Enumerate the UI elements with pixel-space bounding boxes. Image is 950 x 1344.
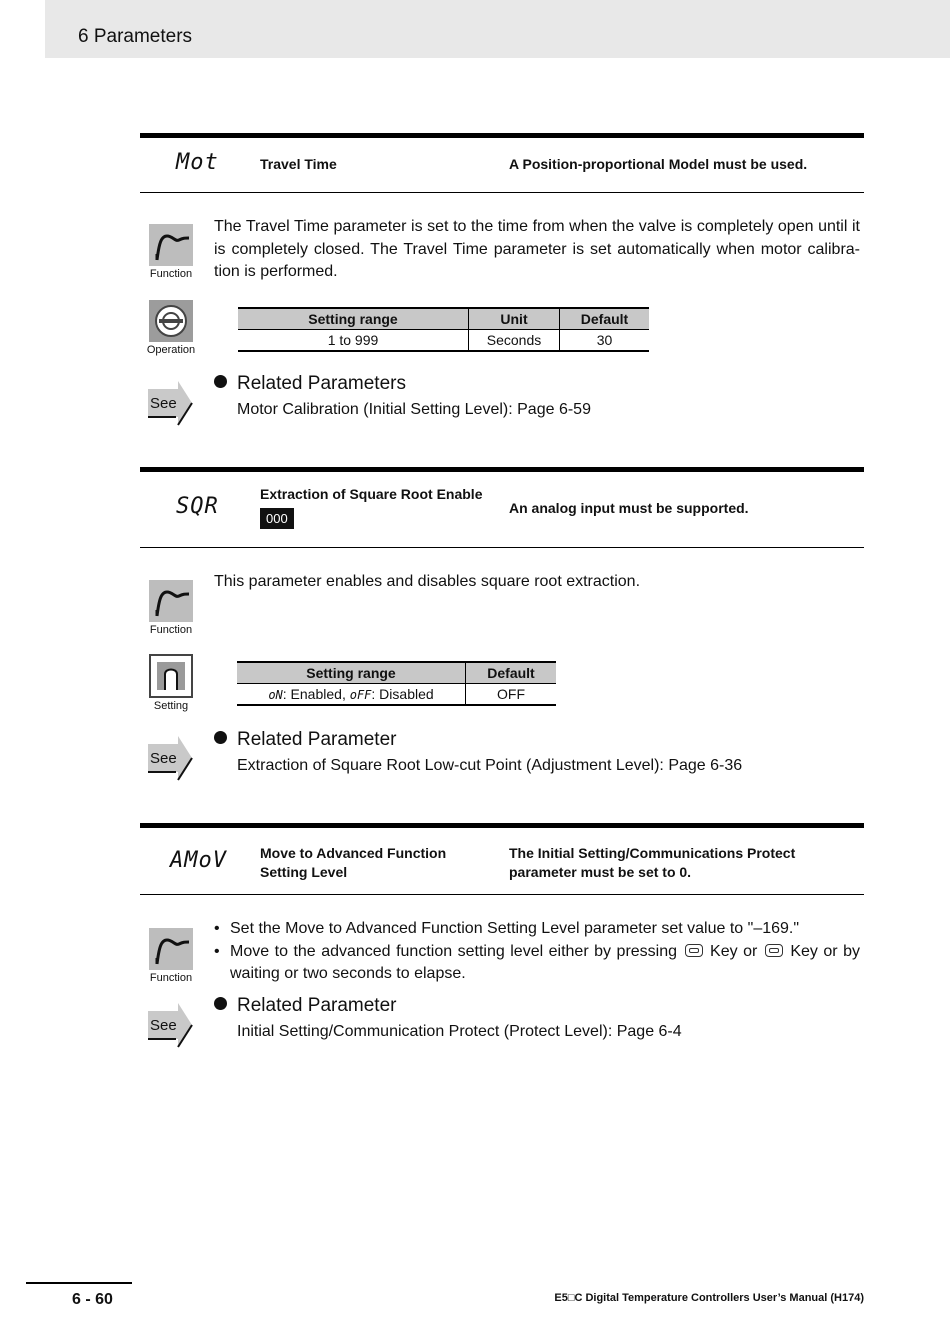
param-name: Travel Time	[260, 156, 337, 172]
setting-icon	[146, 654, 196, 712]
param-condition: An analog input must be supported.	[509, 500, 749, 516]
related-heading	[214, 995, 396, 1017]
param-condition-line1: The Initial Setting/Communications Protect	[509, 845, 796, 861]
table-cell: Seconds	[469, 330, 560, 352]
list-item: • Set the Move to Advanced Function Setting Level parameter set value to "–169."	[214, 918, 860, 941]
see-label: See	[150, 750, 177, 767]
function-label: Function	[149, 624, 193, 636]
related-heading	[214, 729, 396, 751]
table-cell: 1 to 999	[327, 332, 379, 348]
related-text: Motor Calibration (Initial Setting Level): Page 6-59	[237, 401, 591, 418]
param-condition-line2: parameter must be set to 0.	[509, 864, 692, 880]
bullet-dot	[214, 997, 227, 1010]
footer-divider	[26, 1282, 132, 1284]
manual-title: E5□C Digital Temperature Controllers User’s Manual (H174)	[554, 1292, 864, 1304]
related-heading-text: Related Parameters	[237, 373, 406, 394]
param-badge: 000	[260, 508, 294, 529]
param-travel-time	[140, 133, 864, 193]
param-name-block	[260, 485, 482, 529]
related-heading-text: Related Parameter	[237, 729, 397, 750]
bullet-dot	[214, 375, 227, 388]
bullet-dot	[214, 731, 227, 744]
table-row	[237, 684, 556, 706]
chapter-title: 6 Parameters	[78, 26, 193, 47]
segment-off: oFF	[349, 688, 372, 702]
param-name-block	[260, 844, 446, 882]
col-header: Setting range	[238, 308, 469, 330]
segment-code: Mot	[176, 150, 219, 175]
table-row	[238, 330, 649, 352]
list-item	[214, 941, 860, 986]
related-heading	[214, 373, 406, 395]
param-header	[140, 467, 864, 548]
related-text: Initial Setting/Communication Protect (Protect Level): Page 6-4	[237, 1023, 682, 1040]
settings-table	[237, 661, 556, 706]
function-description: This parameter enables and disables square root extraction.	[214, 573, 641, 590]
param-name-line2: Setting Level	[260, 864, 348, 880]
see-icon	[146, 1003, 196, 1049]
col-header: Default	[560, 308, 650, 330]
off-text: : Disabled	[371, 686, 434, 702]
function-icon	[146, 928, 196, 984]
segment-code: SQR	[176, 494, 219, 519]
bullet-text: Move to the advanced function setting level either by pressing	[230, 942, 678, 960]
see-icon	[146, 381, 196, 427]
page-number: 6 - 60	[72, 1291, 113, 1308]
settings-table	[238, 307, 649, 352]
param-header	[140, 823, 864, 895]
param-name-line1: Move to Advanced Function	[260, 845, 447, 861]
function-label: Function	[149, 268, 193, 280]
param-header	[140, 133, 864, 193]
col-header: Setting range	[237, 662, 466, 684]
bullet-text: Key or by waiting or two seconds to elapse.	[230, 942, 860, 982]
operation-label: Operation	[146, 344, 196, 356]
see-label: See	[150, 395, 177, 412]
level-key-icon	[765, 944, 783, 957]
segment-on: oN	[268, 688, 283, 702]
see-icon	[146, 736, 196, 782]
col-header: Unit	[469, 308, 560, 330]
see-label: See	[150, 1017, 177, 1034]
param-condition: A Position-proportional Model must be used.	[509, 156, 808, 172]
setting-label: Setting	[153, 700, 189, 712]
function-bullets	[214, 918, 860, 986]
function-icon	[146, 224, 196, 280]
on-text: : Enabled,	[282, 686, 350, 702]
related-text: Extraction of Square Root Low-cut Point (Adjustment Level): Page 6-36	[237, 757, 743, 774]
bullet-text: Key or	[710, 942, 758, 960]
param-condition-block	[509, 844, 795, 882]
related-heading-text: Related Parameter	[237, 995, 397, 1016]
function-label: Function	[149, 972, 193, 984]
table-cell: 30	[560, 330, 650, 352]
param-square-root	[140, 467, 864, 548]
table-cell: OFF	[466, 684, 557, 706]
param-name: Extraction of Square Root Enable	[260, 486, 483, 502]
function-icon	[146, 580, 196, 636]
col-header: Default	[466, 662, 557, 684]
function-description: The Travel Time parameter is set to the time from when the valve is completely open until it is completely closed. The Travel Time parameter is set automatically when motor calibra-tion is performed.	[214, 218, 860, 280]
segment-code: AMoV	[170, 848, 227, 873]
table-cell	[237, 684, 466, 706]
param-move-advanced	[140, 823, 864, 895]
operation-icon	[146, 300, 196, 356]
mode-key-icon	[685, 944, 703, 957]
